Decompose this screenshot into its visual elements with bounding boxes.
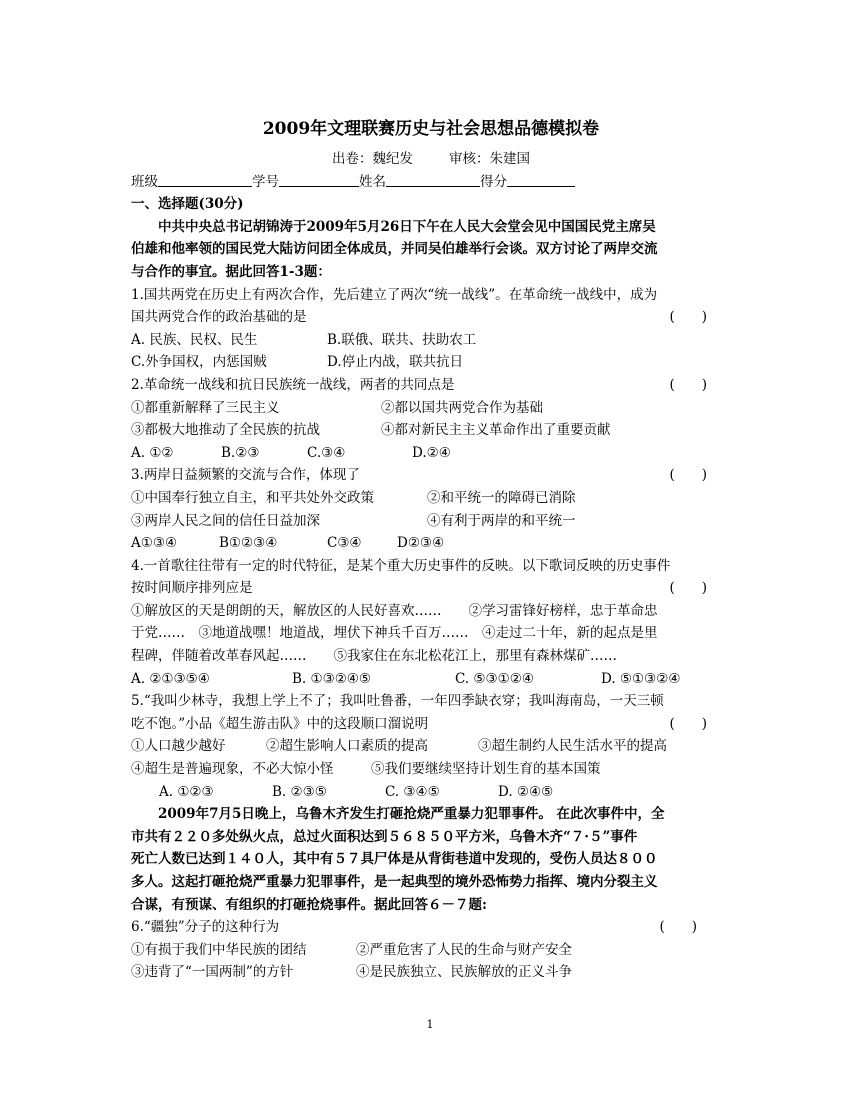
intro-line: 与合作的事宜。据此回答1-3题： bbox=[131, 263, 331, 280]
reviewer-label: 审核：朱建国 bbox=[449, 151, 530, 167]
option-c: C③④ bbox=[327, 535, 362, 552]
question-4 bbox=[131, 555, 731, 691]
setter-label: 出卷：魏纪发 bbox=[332, 151, 413, 167]
question-stem: 国共两党合作的政治基础的是 bbox=[131, 309, 307, 326]
intro-line: 中共中央总书记胡锦涛于2009年5月26日下午在人民大会堂会见中国国民党主席吴 bbox=[158, 218, 656, 235]
question-5 bbox=[131, 690, 731, 803]
option-d: D. ②④⑤ bbox=[498, 783, 554, 800]
statement-item: ④超生是普遍现象，不必大惊小怪 bbox=[131, 761, 334, 778]
option-a: A. ①②③ bbox=[159, 783, 214, 800]
question-stem: 吃不饱。”小品《超生游击队》中的这段顺口溜说明 bbox=[131, 715, 429, 732]
statement-item: ⑤我们要继续坚持计划生育的基本国策 bbox=[371, 761, 601, 778]
question-stem: 1.国共两党在历史上有两次合作，先后建立了两次“统一战线”。在革命统一战线中，成为 bbox=[131, 286, 658, 303]
class-label: 班级 bbox=[131, 173, 158, 190]
page-number: 1 bbox=[426, 1018, 434, 1031]
statement-item: ④有利于两岸的和平统一 bbox=[427, 512, 576, 529]
option-c: C. ③④⑤ bbox=[385, 783, 440, 800]
author-line bbox=[131, 148, 731, 171]
answer-blank: ( ) bbox=[669, 715, 707, 732]
statement-item: ①都重新解释了三民主义 bbox=[131, 399, 280, 416]
answer-blank: ( ) bbox=[669, 467, 707, 484]
statement-item: ①中国奉行独立自主，和平共处外交政策 bbox=[131, 489, 374, 506]
option-a: A. 民族、民权、民生 bbox=[131, 331, 258, 348]
lyrics-line: 于党…… ③地道战嘿！地道战，埋伏下神兵千百万…… ④走过二十年，新的起点是里 bbox=[131, 625, 658, 642]
option-b: B. ①③②④⑤ bbox=[292, 670, 372, 687]
statement-item: ②严重危害了人民的生命与财产安全 bbox=[356, 941, 572, 958]
question-stem: 5.“我叫少林寺，我想上学上不了；我叫吐鲁番，一年四季缺衣穿；我叫海南岛，一天三顿 bbox=[131, 693, 664, 710]
statement-item: ④是民族独立、民族解放的正义斗争 bbox=[356, 964, 572, 981]
option-d: D②③④ bbox=[397, 535, 445, 552]
intro-line: 市共有２２０多处纵火点，总过火面积达到５６８５０平方米，乌鲁木齐“７·５”事件 bbox=[131, 828, 638, 845]
statement-item: ③两岸人民之间的信任日益加深 bbox=[131, 512, 320, 529]
statement-item: ④都对新民主主义革命作出了重要贡献 bbox=[381, 422, 611, 439]
answer-blank: ( ) bbox=[669, 309, 707, 326]
question-stem: 3.两岸日益频繁的交流与合作，体现了 bbox=[131, 467, 360, 484]
answer-blank: ( ) bbox=[659, 919, 697, 936]
option-a: A. ①② bbox=[131, 444, 174, 461]
option-c: C.外争国权，内惩国贼 bbox=[131, 354, 267, 371]
option-d: D. ⑤①③②④ bbox=[601, 670, 681, 687]
option-c: C. ⑤③①②④ bbox=[455, 670, 534, 687]
intro-paragraph-1 bbox=[131, 216, 731, 284]
student-info-line bbox=[131, 171, 731, 194]
option-a: A①③④ bbox=[131, 535, 178, 552]
question-6 bbox=[131, 916, 731, 984]
statement-item: ①人口越少越好 bbox=[131, 738, 226, 755]
option-b: B. ②③⑤ bbox=[272, 783, 327, 800]
question-stem: 6.“疆独”分子的这种行为 bbox=[131, 919, 280, 936]
section-heading: 一、选择题(30分) bbox=[131, 196, 244, 213]
name-blank bbox=[386, 172, 480, 187]
option-d: D.②④ bbox=[412, 444, 451, 461]
question-3 bbox=[131, 464, 731, 554]
statement-item: ②超生影响人口素质的提高 bbox=[266, 738, 428, 755]
answer-blank: ( ) bbox=[669, 376, 707, 393]
statement-item: ②都以国共两党合作为基础 bbox=[381, 399, 543, 416]
student-number-label: 学号 bbox=[252, 173, 279, 190]
intro-line: 多人。这起打砸抢烧严重暴力犯罪事件，是一起典型的境外恐怖势力指挥、境内分裂主义 bbox=[131, 874, 658, 890]
question-stem: 4.一首歌往往带有一定的时代特征，是某个重大历史事件的反映。以下歌词反映的历史事件 bbox=[131, 557, 671, 574]
option-b: B①②③④ bbox=[219, 535, 278, 552]
class-blank bbox=[158, 172, 252, 187]
lyrics-line: ①解放区的天是朗朗的天，解放区的人民好喜欢…… ②学习雷锋好榜样，忠于革命忠 bbox=[131, 602, 658, 619]
exam-content bbox=[131, 112, 731, 984]
statement-item: ③都极大地推动了全民族的抗战 bbox=[131, 422, 320, 439]
statement-item: ③超生制约人民生活水平的提高 bbox=[478, 738, 667, 755]
option-b: B.②③ bbox=[221, 444, 260, 461]
option-d: D.停止内战，联共抗日 bbox=[327, 354, 464, 371]
intro-line: 死亡人数已达到１４０人，其中有５７具尸体是从背街巷道中发现的，受伤人员达８００ bbox=[131, 851, 658, 868]
intro-line: 合谋，有预谋、有组织的打砸抢烧事件。据此回答６－７题: bbox=[131, 896, 487, 913]
score-label: 得分 bbox=[480, 173, 507, 190]
option-a: A. ②①③⑤④ bbox=[131, 670, 210, 687]
statement-item: ①有损于我们中华民族的团结 bbox=[131, 941, 307, 958]
score-blank bbox=[507, 172, 575, 187]
statement-item: ③违背了“一国两制”的方针 bbox=[131, 964, 294, 981]
intro-paragraph-2 bbox=[131, 803, 731, 916]
statement-item: ②和平统一的障碍已消除 bbox=[427, 489, 576, 506]
name-label: 姓名 bbox=[359, 173, 386, 190]
lyrics-line: 程碑，伴随着改革春风起…… ⑤我家住在东北松花江上，那里有森林煤矿…… bbox=[131, 648, 617, 665]
option-c: C.③④ bbox=[307, 444, 346, 461]
question-2 bbox=[131, 374, 731, 464]
student-number-blank bbox=[279, 172, 359, 187]
page-title: 2009年文理联赛历史与社会思想品德模拟卷 bbox=[262, 119, 600, 139]
answer-blank: ( ) bbox=[669, 580, 707, 597]
question-1 bbox=[131, 284, 731, 374]
question-stem: 2.革命统一战线和抗日民族统一战线，两者的共同点是 bbox=[131, 376, 455, 393]
option-b: B.联俄、联共、扶助农工 bbox=[327, 331, 477, 348]
intro-line: 伯雄和他率领的国民党大陆访问团全体成员，并同吴伯雄举行会谈。双方讨论了两岸交流 bbox=[131, 241, 658, 258]
intro-line: 2009年7月5日晚上，乌鲁木齐发生打砸抢烧严重暴力犯罪事件。 在此次事件中，全 bbox=[158, 806, 665, 823]
question-stem: 按时间顺序排列应是 bbox=[131, 580, 253, 597]
